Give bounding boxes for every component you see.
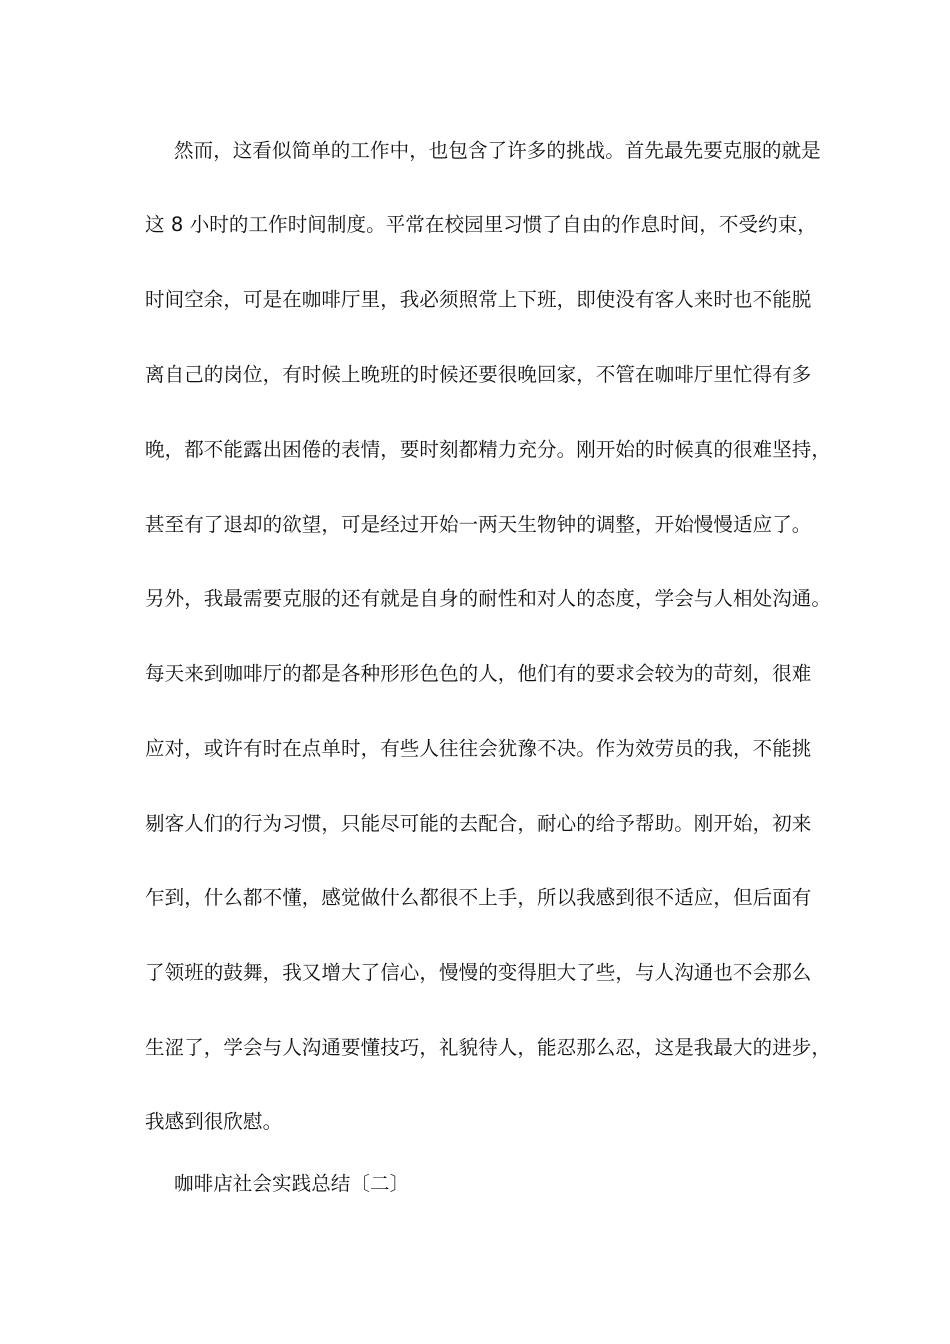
paragraph-line: 每天来到咖啡厅的都是各种形形色色的人，他们有的要求会较为的苛刻，很难 bbox=[145, 662, 812, 685]
paragraph-line: 甚至有了退却的欲望，可是经过开始一两天生物钟的调整，开始慢慢适应了。 bbox=[145, 513, 812, 536]
paragraph-line: 另外，我最需要克服的还有就是自身的耐性和对人的态度，学会与人相处沟通。 bbox=[145, 587, 832, 610]
paragraph-line: 乍到，什么都不懂，感觉做什么都很不上手，所以我感到很不适应，但后面有 bbox=[145, 886, 812, 909]
paragraph-line: 时间空余，可是在咖啡厅里，我必须照常上下班，即使没有客人来时也不能脱 bbox=[145, 288, 812, 311]
paragraph-line: 这 8 小时的工作时间制度。平常在校园里习惯了自由的作息时间，不受约束， bbox=[145, 213, 817, 236]
paragraph-line: 我感到很欣慰。 bbox=[145, 1110, 283, 1133]
paragraph-line: 生涩了，学会与人沟通要懂技巧，礼貌待人，能忍那么忍，这是我最大的进步， bbox=[145, 1036, 832, 1059]
section-heading: 咖啡店社会实践总结〔二〕 bbox=[174, 1172, 410, 1195]
paragraph-line: 了领班的鼓舞，我又增大了信心，慢慢的变得胆大了些，与人沟通也不会那么 bbox=[145, 961, 812, 984]
paragraph-line: 晚，都不能露出困倦的表情，要时刻都精力充分。刚开始的时候真的很难坚持， bbox=[145, 438, 832, 461]
paragraph-line: 应对，或许有时在点单时，有些人往往会犹豫不决。作为效劳员的我，不能挑 bbox=[145, 737, 812, 760]
paragraph-line: 然而，这看似简单的工作中，也包含了许多的挑战。首先最先要克服的就是 bbox=[174, 139, 821, 162]
paragraph-line: 剔客人们的行为习惯，只能尽可能的去配合，耐心的给予帮助。刚开始，初来 bbox=[145, 812, 812, 835]
paragraph-line: 离自己的岗位，有时候上晚班的时候还要很晚回家，不管在咖啡厅里忙得有多 bbox=[145, 363, 812, 386]
